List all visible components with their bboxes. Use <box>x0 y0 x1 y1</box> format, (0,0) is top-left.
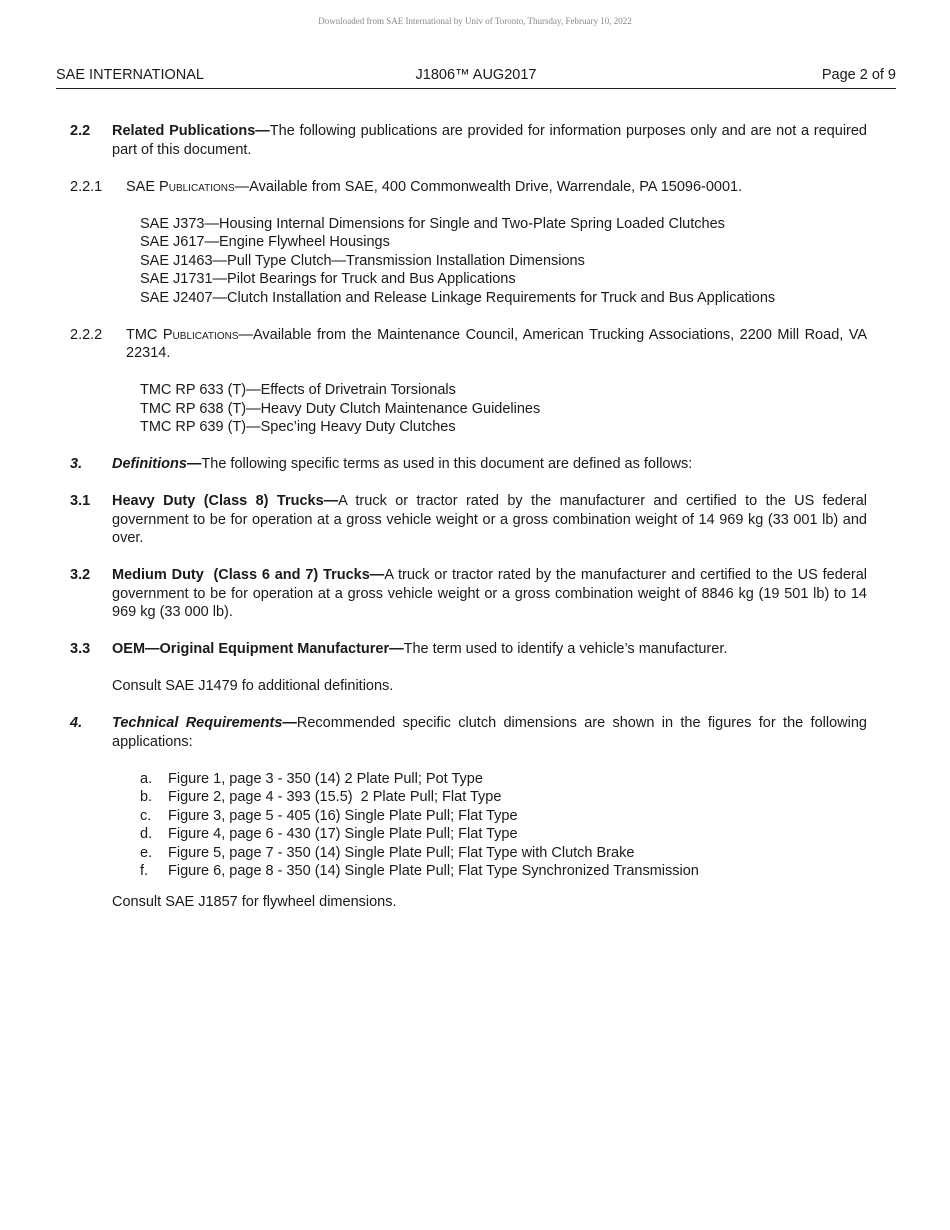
section-2-2 <box>70 122 867 159</box>
list-item <box>140 788 867 807</box>
list-item: SAE J1731—Pilot Bearings for Truck and Bus Applications <box>140 271 516 287</box>
section-text: —Available from SAE, 400 Commonwealth Drive, Warrendale, PA 15096-0001. <box>234 178 743 195</box>
section-3-1 <box>70 492 867 548</box>
list-item <box>140 825 867 844</box>
section-title: Medium Duty (Class 6 and 7) Trucks— <box>112 567 385 583</box>
document-body <box>70 122 867 911</box>
tmc-publications-list <box>70 381 867 437</box>
section-text: A truck or tractor rated by the manufacturer and certified to the US federal government to be for operation at a gross vehicle weight or a gross combination weight of 8846 kg (19 501 lb) to 14 969 kg (33 000 lb). <box>112 567 867 620</box>
section-text: A truck or tractor rated by the manufacturer and certified to the US federal government to be for operation at a gross vehicle weight or a gross combination weight of 14 969 kg (33 001 lb) and over. <box>112 493 867 546</box>
section-number: 3.2 <box>70 567 91 583</box>
section-3-2 <box>70 566 867 622</box>
section-3-3 <box>70 640 867 659</box>
section-text: The following publications are provided for information purposes only and are not a required part of this document. <box>112 123 867 158</box>
list-letter: d. <box>140 826 153 842</box>
list-letter: b. <box>140 789 153 805</box>
section-text: —Available from the Maintenance Council, American Trucking Associations, 2200 Mill Road, VA 22314. <box>126 326 868 361</box>
list-text: Figure 2, page 4 - 393 (15.5) 2 Plate Pull; Flat Type <box>168 789 502 805</box>
section-2-2-2 <box>70 326 867 363</box>
list-item: TMC RP 638 (T)—Heavy Duty Clutch Maintenance Guidelines <box>140 400 541 417</box>
list-item: TMC RP 639 (T)—Spec’ing Heavy Duty Clutches <box>140 419 456 435</box>
list-letter: c. <box>140 807 152 824</box>
list-letter: e. <box>140 844 153 861</box>
list-item <box>140 844 867 863</box>
list-letter: a. <box>140 770 153 787</box>
sae-publications-list <box>70 215 867 308</box>
header-organization: SAE INTERNATIONAL <box>56 67 204 83</box>
page-header <box>56 66 896 89</box>
section-number: 3.3 <box>70 641 91 657</box>
section-title: Related Publications— <box>112 123 270 139</box>
list-text: Figure 4, page 6 - 430 (17) Single Plate Pull; Flat Type <box>168 826 518 842</box>
section-lead-smallcaps: ublications <box>168 178 235 195</box>
list-item: TMC RP 633 (T)—Effects of Drivetrain Torsionals <box>140 382 456 398</box>
list-item: SAE J1463—Pull Type Clutch—Transmission Installation Dimensions <box>140 252 585 269</box>
consult-definitions-note: Consult SAE J1479 fo additional definitions. <box>112 678 394 694</box>
section-number: 2.2 <box>70 123 91 139</box>
list-item <box>140 807 867 826</box>
section-number: 2.2.2 <box>70 326 103 343</box>
section-title: OEM—Original Equipment Manufacturer— <box>112 641 404 657</box>
header-page-number: Page 2 of 9 <box>821 67 896 83</box>
section-number: 2.2.1 <box>70 178 103 195</box>
list-item: SAE J617—Engine Flywheel Housings <box>140 234 390 250</box>
figure-list <box>70 770 867 881</box>
list-text: Figure 6, page 8 - 350 (14) Single Plate Pull; Flat Type Synchronized Transmission <box>168 863 699 879</box>
section-title: Heavy Duty (Class 8) Trucks— <box>112 493 339 509</box>
section-lead-smallcaps: ublications <box>172 326 239 343</box>
list-item <box>140 770 867 789</box>
section-number: 3. <box>70 456 83 472</box>
list-letter: f. <box>140 863 149 879</box>
consult-flywheel-note: Consult SAE J1857 for flywheel dimensions. <box>112 893 397 910</box>
section-title: Technical Requirements— <box>112 715 297 731</box>
download-watermark: Downloaded from SAE International by Univ of Toronto, Thursday, February 10, 2022 <box>318 16 632 26</box>
header-document-id: J1806™ AUG2017 <box>415 67 537 83</box>
list-text: Figure 1, page 3 - 350 (14) 2 Plate Pull; Pot Type <box>168 770 483 787</box>
section-number: 4. <box>70 715 83 731</box>
section-lead: SAE P <box>126 178 169 195</box>
section-number: 3.1 <box>70 493 91 509</box>
list-text: Figure 5, page 7 - 350 (14) Single Plate Pull; Flat Type with Clutch Brake <box>168 844 635 861</box>
section-lead: TMC P <box>126 326 173 343</box>
section-title: Definitions— <box>112 456 202 472</box>
section-3 <box>70 455 867 474</box>
section-text: The following specific terms as used in this document are defined as follows: <box>201 456 693 472</box>
list-item: SAE J373—Housing Internal Dimensions for Single and Two-Plate Spring Loaded Clutches <box>140 215 725 232</box>
section-text: The term used to identify a vehicle’s manufacturer. <box>403 641 728 657</box>
section-text: Recommended specific clutch dimensions are shown in the figures for the following applications: <box>112 715 867 750</box>
list-item: SAE J2407—Clutch Installation and Release Linkage Requirements for Truck and Bus Applications <box>140 289 776 306</box>
section-4 <box>70 714 867 751</box>
list-item <box>140 862 867 881</box>
list-text: Figure 3, page 5 - 405 (16) Single Plate Pull; Flat Type <box>168 807 518 824</box>
section-2-2-1 <box>70 178 867 197</box>
